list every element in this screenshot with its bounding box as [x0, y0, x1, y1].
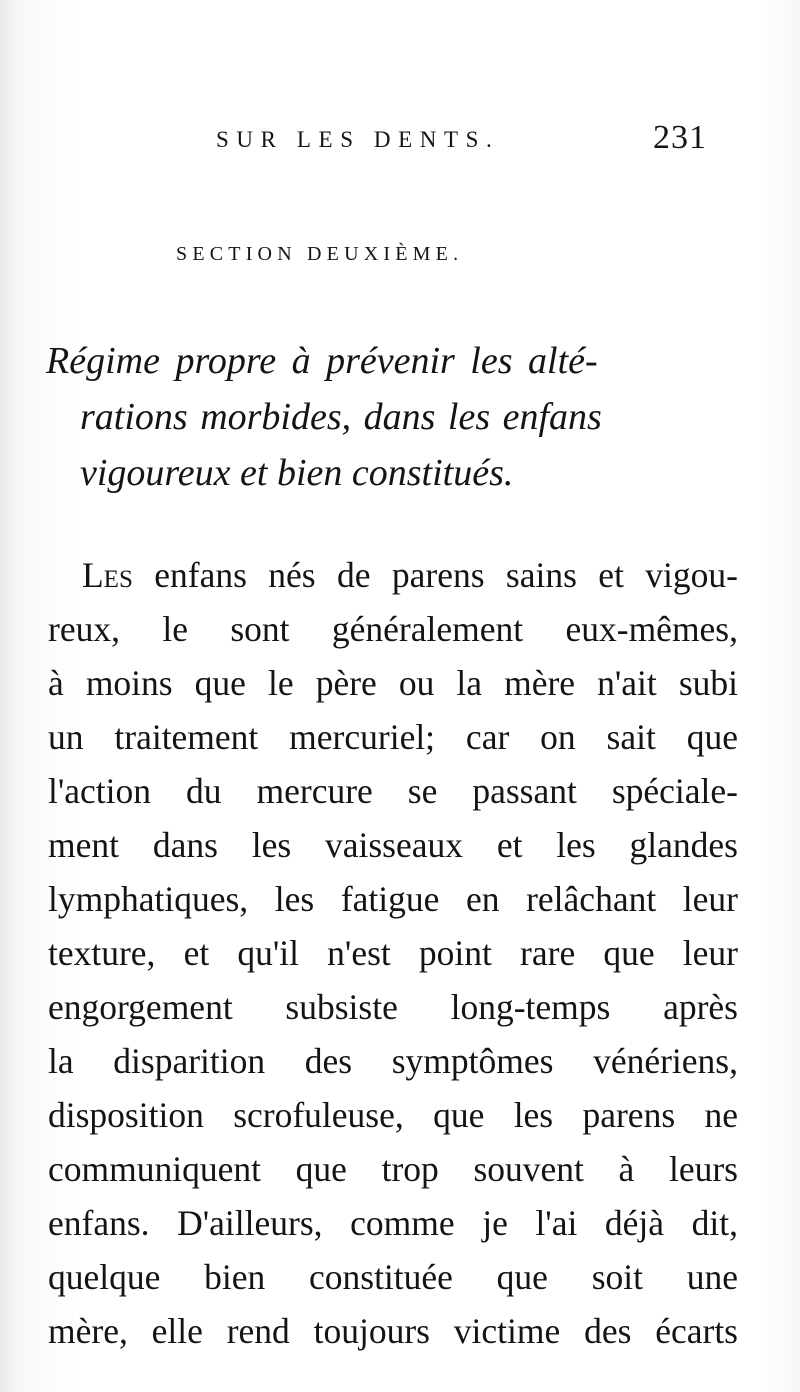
drop-word: Les	[82, 555, 133, 595]
page-number: 231	[653, 119, 707, 156]
running-title: SUR LES DENTS.	[216, 127, 500, 152]
paragraph-line	[82, 548, 738, 602]
paragraph-line: reux, le sont généralement eux-mêmes,	[48, 609, 738, 649]
paragraph-line: texture, et qu'il n'est point rare que leur	[48, 933, 738, 973]
paragraph-line: un traitement mercuriel; car on sait que	[48, 717, 738, 757]
paragraph-line: quelque bien constituée que soit une	[48, 1257, 738, 1297]
paragraph-line-text: enfans nés de parens sains et vigou-	[132, 555, 738, 595]
paragraph-line: enfans. D'ailleurs, comme je l'ai déjà dit,	[48, 1203, 738, 1243]
subtitle-line: vigoureux et bien constitués.	[80, 452, 514, 494]
paragraph-line: ment dans les vaisseaux et les glandes	[48, 825, 738, 865]
paragraph-line: mère, elle rend toujours victime des écarts	[48, 1311, 738, 1351]
paragraph-line: à moins que le père ou la mère n'ait subi	[48, 663, 738, 703]
paragraph-line: engorgement subsiste long-temps après	[48, 987, 738, 1027]
paragraph-line: communiquent que trop souvent à leurs	[48, 1149, 738, 1189]
subtitle-line: rations morbides, dans les enfans	[80, 396, 602, 438]
section-heading: SECTION DEUXIÈME.	[176, 243, 464, 265]
paragraph-line: disposition scrofuleuse, que les parens ne	[48, 1095, 738, 1135]
paragraph-line: lymphatiques, les fatigue en relâchant leur	[48, 879, 738, 919]
subtitle-line: Régime propre à prévenir les alté-	[46, 340, 598, 382]
running-head	[0, 120, 800, 160]
paragraph-line: l'action du mercure se passant spéciale-	[48, 771, 738, 811]
paragraph-line: la disparition des symptômes vénériens,	[48, 1041, 738, 1081]
